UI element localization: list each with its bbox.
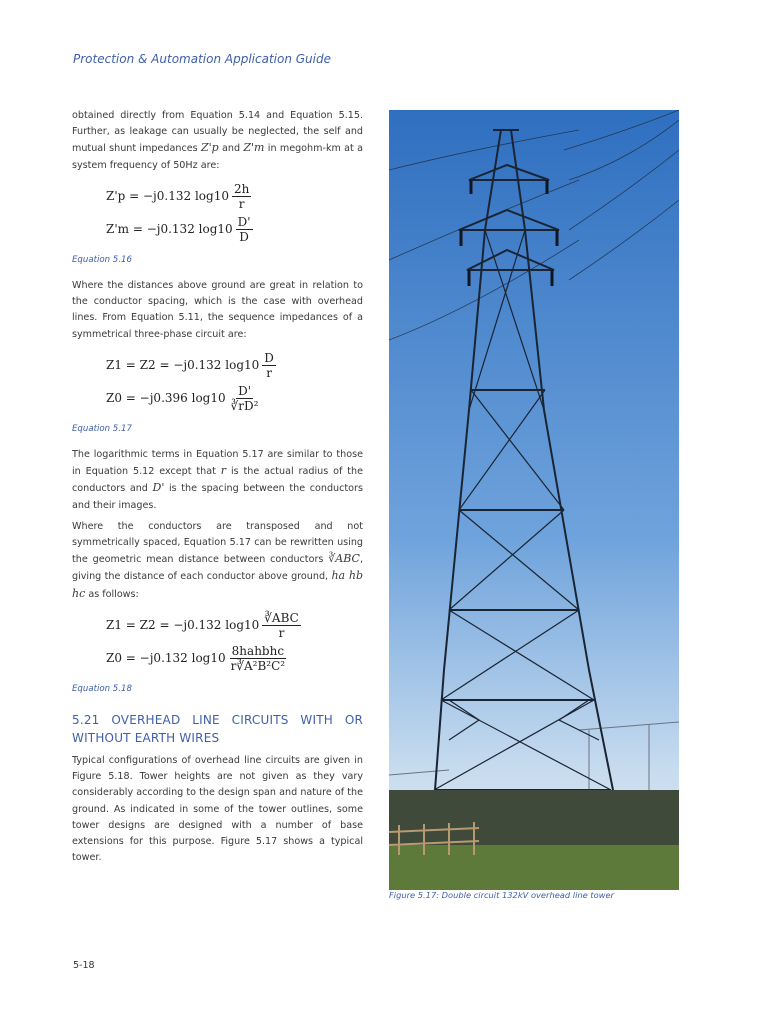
figure-caption: Figure 5.17: Double circuit 132kV overhead line tower — [389, 890, 615, 900]
math-zm: Z'm — [243, 141, 265, 155]
equation-5-18: Z1 = Z2 = −j0.132 log10 $\frac{\text{∛ABC}}{r}$ Z0 = −j0.132 log10 $\frac{\text{8hahbhc}}{\text{r∛A²B²C²}}$ — [106, 610, 299, 673]
paragraph-distances: Where the distances above ground are great in relation to the conductor spacing, which is the case with overhead lines. From Equation 5.11, the sequence impedances of a symmetrical three-phase circuit are: — [72, 280, 363, 340]
paragraph-intro: obtained directly from Equation 5.14 and Equation 5.15. Further, as leakage can usually be neglected, the self and mutual shunt impedances Z'p and Z'm in megohm-km at a system frequency of 50Hz are: — [72, 110, 363, 171]
section-heading: 5.21 OVERHEAD LINE CIRCUITS WITH OR WITHOUT EARTH WIRES — [72, 713, 363, 746]
equation-caption: Equation 5.17 — [72, 423, 132, 434]
tower-photo — [389, 110, 679, 890]
running-header: Protection & Automation Application Guide — [73, 52, 331, 66]
text-column — [72, 108, 363, 871]
equation-5-16: Z'p = −j0.132 log10 $\frac{2h}{r}$ Z'm = −j0.132 log10 $\frac{D'}{D}$ — [106, 181, 251, 244]
equation-caption: Equation 5.18 — [72, 683, 132, 694]
paragraph-transposed: Where the conductors are transposed and not symmetrically spaced, Equation 5.17 can be rewritten using the geometric mean distance between conductors ∛ABC, giving the distance of each conductor above ground, ha hb hc as follows: — [72, 520, 363, 600]
paragraph-logarithmic: The logarithmic terms in Equation 5.17 are similar to those in Equation 5.12 except that r is the actual radius of the conductors and D' is the spacing between the conductors and their images. — [72, 449, 363, 511]
equation-caption: Equation 5.16 — [72, 254, 132, 265]
page-number: 5-18 — [73, 960, 95, 971]
math-zp: Z'p — [200, 141, 219, 155]
paragraph-configurations: Typical configurations of overhead line circuits are given in Figure 5.18. Tower heights are not given as they vary considerably according to the design span and nature of the ground. As indicated in some of the tower outlines, some tower designs are designed with a number of base extensions for this purpose. Figure 5.17 shows a typical tower. — [72, 755, 363, 864]
equation-5-17: Z1 = Z2 = −j0.132 log10 $\frac{D}{r}$ Z0 = −j0.396 log10 $\frac{D'}{\text{∛rD²}}$ — [106, 350, 274, 413]
